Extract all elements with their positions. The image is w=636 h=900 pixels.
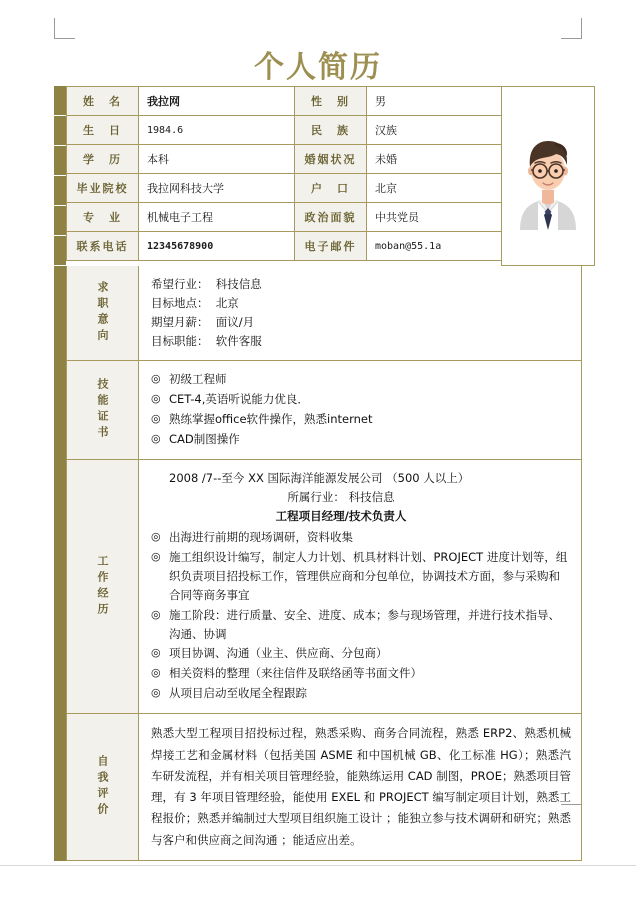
- table-row: [66, 174, 501, 203]
- page-title: 个人简历: [254, 50, 382, 85]
- field-value-phone[interactable]: 12345678900: [138, 232, 294, 261]
- accent-tab: [54, 460, 66, 715]
- field-value-gender[interactable]: 男: [366, 87, 501, 116]
- list-item: ◎ 熟练掌握office软件操作，熟悉internet: [151, 410, 571, 429]
- avatar-illustration: [510, 122, 586, 230]
- resume-table: [54, 86, 582, 861]
- section-label-text: 工作经历: [96, 554, 109, 619]
- list-item: ◎ 项目协调、沟通（业主、供应商、分包商）: [151, 644, 571, 663]
- experience-block: [54, 460, 582, 715]
- field-value-residence[interactable]: 北京: [366, 174, 501, 203]
- field-value-birthday[interactable]: 1984.6: [138, 116, 294, 145]
- experience-period-company: 2008 /7--至今 XX 国际海洋能源发展公司 （500 人以上）: [169, 470, 470, 485]
- section-label-text: 技能证书: [96, 377, 109, 442]
- field-label-gender: 性 别: [294, 87, 366, 116]
- field-label-school: 毕业院校: [66, 174, 138, 203]
- table-row: [66, 87, 501, 116]
- personal-info-block: [54, 86, 582, 266]
- objective-block: [54, 266, 582, 361]
- accent-tab: [54, 146, 66, 176]
- accent-tab: [54, 206, 66, 236]
- personal-info-grid: [66, 87, 501, 266]
- accent-tab: [54, 86, 66, 116]
- section-label-skills: [66, 361, 138, 459]
- list-item: ◎ 出海进行前期的现场调研，资料收集: [151, 528, 571, 547]
- section-evaluation: [66, 714, 582, 861]
- field-label-email: 电子邮件: [294, 232, 366, 261]
- list-item: ◎ 施工阶段：进行质量、安全、进度、成本；参与现场管理，并进行技术指导、沟通、协调: [151, 606, 571, 644]
- objective-line: 期望月薪： 面议/月: [151, 314, 255, 329]
- accent-tab: [54, 714, 66, 861]
- section-body-experience: [138, 460, 581, 714]
- section-label-experience: [66, 460, 138, 714]
- field-label-marital-status: 婚姻状况: [294, 145, 366, 174]
- avatar: [501, 87, 594, 266]
- section-label-evaluation: [66, 714, 138, 860]
- table-row: [66, 116, 501, 145]
- experience-list: [151, 528, 571, 704]
- section-objective: [66, 266, 582, 361]
- table-row: [66, 232, 501, 261]
- field-value-school[interactable]: 我拉网科技大学: [138, 174, 294, 203]
- section-label-text: 求职意向: [96, 280, 109, 345]
- crop-mark-top-left: [54, 18, 75, 39]
- section-label-objective: [66, 266, 138, 360]
- section-skills: [66, 361, 582, 460]
- list-item: ◎ CET-4,英语听说能力优良．: [151, 390, 571, 409]
- list-item: ◎ CAD制图操作: [151, 430, 571, 449]
- evaluation-block: [54, 714, 582, 861]
- field-label-birthday: 生 日: [66, 116, 138, 145]
- accent-tab: [54, 116, 66, 146]
- experience-role: 工程项目经理/技术负责人: [275, 508, 407, 523]
- list-item: ◎ 初级工程师: [151, 370, 571, 389]
- accent-tab: [54, 176, 66, 206]
- skills-block: [54, 361, 582, 460]
- field-value-marital-status[interactable]: 未婚: [366, 145, 501, 174]
- list-item: ◎ 施工组织设计编写，制定人力计划、机具材料计划、PROJECT 进度计划等，组织负责项目招投标工作，管理供应商和分包单位，协调技术方面，参与采购和合同等商务事宜: [151, 548, 571, 605]
- accent-tab: [54, 361, 66, 460]
- field-value-political-status[interactable]: 中共党员: [366, 203, 501, 232]
- accent-tab: [54, 266, 66, 361]
- section-body-evaluation: [138, 714, 581, 860]
- section-body-objective: [138, 266, 581, 360]
- objective-line: 目标地点： 北京: [151, 295, 239, 310]
- field-value-major[interactable]: 机械电子工程: [138, 203, 294, 232]
- accent-tab-column: [54, 86, 66, 266]
- experience-industry: 所属行业： 科技信息: [287, 489, 395, 504]
- field-label-residence: 户 口: [294, 174, 366, 203]
- field-label-ethnicity: 民 族: [294, 116, 366, 145]
- crop-mark-top-right: [561, 18, 582, 39]
- table-row: [66, 145, 501, 174]
- skills-list: [151, 370, 571, 449]
- field-label-political-status: 政治面貌: [294, 203, 366, 232]
- list-item: ◎ 从项目启动至收尾全程跟踪: [151, 684, 571, 703]
- field-label-major: 专 业: [66, 203, 138, 232]
- objective-line: 希望行业： 科技信息: [151, 277, 262, 291]
- objective-line: 目标职能： 软件客服: [151, 333, 262, 348]
- field-value-email[interactable]: moban@55.1a: [366, 232, 501, 261]
- section-experience: [66, 460, 582, 715]
- field-label-phone: 联系电话: [66, 232, 138, 261]
- evaluation-paragraph: 熟悉大型工程项目招投标过程，熟悉采购、商务合同流程，熟悉 ERP2、熟悉机械焊接工艺和金属材料（包括美国 ASME 和中国机械 GB、化工标准 HG）；熟悉汽车研发流程，并有相关项目管理经验，能熟练运用 CAD 制图，PROE；熟悉项目管理，有 3 年项目管理经验，能使用 EXEL 和 PROJECT 编写制定项目计划，熟悉工程报价；熟悉并编制过大型项目组织施工设计 ；能独立参与技术调研和研究；熟悉与客户和供应商之间沟通 ；能适应出差。: [151, 726, 571, 847]
- accent-tab: [54, 236, 66, 266]
- field-value-name[interactable]: 我拉网: [138, 87, 294, 116]
- section-body-skills: [138, 361, 581, 459]
- list-item: ◎ 相关资料的整理（来往信件及联络函等书面文件）: [151, 664, 571, 683]
- section-label-text: 自我评价: [96, 755, 109, 820]
- field-label-education: 学 历: [66, 145, 138, 174]
- table-row: [66, 203, 501, 232]
- field-value-education[interactable]: 本科: [138, 145, 294, 174]
- field-value-ethnicity[interactable]: 汉族: [366, 116, 501, 145]
- field-label-name: 姓 名: [66, 87, 138, 116]
